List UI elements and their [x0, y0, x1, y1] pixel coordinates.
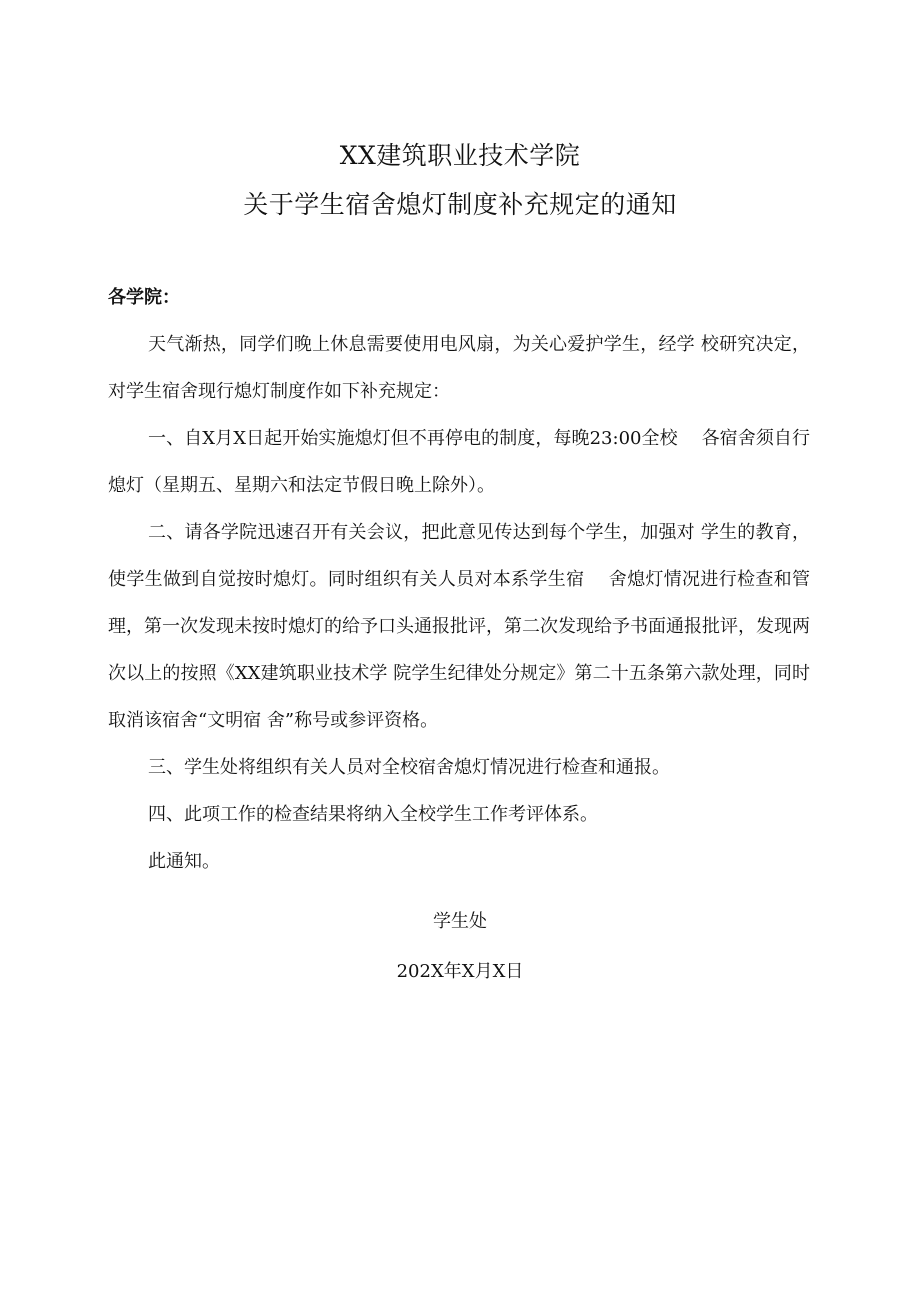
paragraph-rule-3: 三、学生处将组织有关人员对全校宿舍熄灯情况进行检查和通报。 [148, 757, 670, 778]
paragraph-closing: 此通知。 [148, 851, 220, 872]
paragraph-rule-2: 二、请各学院迅速召开有关会议，把此意见传达到每个学生，加强对 学生的教育，使学生做到自觉按时熄灯。同时组织有关人员对本系学生宿 舍熄灯情况进行检查和管理，第一次发现未按时熄灯的给予口头通报批评，第二次发现给予书面通报批评，发现两次以上的按照《XX建筑职业技术学 院学生纪律处分规定》第二十五条第六款处理，同时取消该宿舍“文明宿 舍”称号或参评资格。 [108, 522, 810, 731]
document-title-school: XX建筑职业技术学院 [339, 141, 581, 170]
paragraph-rule-4: 四、此项工作的检查结果将纳入全校学生工作考评体系。 [148, 804, 598, 825]
paragraph-intro: 天气渐热，同学们晚上休息需要使用电风扇，为关心爱护学生，经学 校研究决定，对学生宿舍现行熄灯制度作如下补充规定： [108, 334, 810, 402]
greeting: 各学院： [108, 287, 180, 308]
signature-department: 学生处 [433, 911, 487, 932]
document-title-subject: 关于学生宿舍熄灯制度补充规定的通知 [243, 190, 677, 219]
paragraph-rule-1: 一、自X月X日起开始实施熄灯但不再停电的制度，每晚23:00全校 各宿舍须自行熄灯（星期五、星期六和法定节假日晚上除外）。 [108, 428, 810, 496]
signature-date: 202X年X月X日 [396, 961, 524, 982]
